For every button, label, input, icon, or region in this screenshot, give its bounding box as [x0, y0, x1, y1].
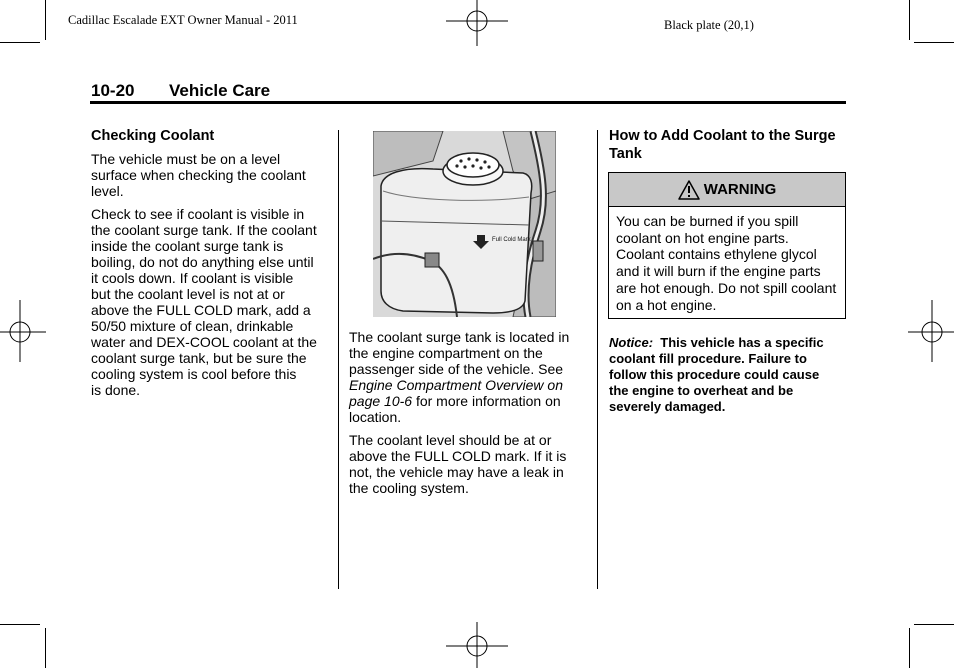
plate-label: Black plate (20,1) — [664, 18, 754, 32]
level-surface-paragraph: The vehicle must be on a level surface when checking the coolant level. — [91, 151, 306, 199]
registration-mark-bottom-icon — [446, 620, 508, 668]
coolant-level-paragraph: The coolant level should be at or above the FULL COLD mark. If it is not, the vehicle may have a leak in the cooling system. — [349, 432, 567, 496]
coolant-surge-tank-illustration — [373, 131, 556, 317]
column-divider-1 — [338, 130, 339, 589]
engine-compartment-overview-link[interactable]: Engine Compartment Overview on page 10-6 — [349, 377, 563, 409]
registration-mark-left-icon — [0, 300, 46, 362]
column-surge-tank-location — [349, 329, 585, 503]
column-add-coolant — [609, 127, 841, 169]
add-coolant-heading: How to Add Coolant to the Surge Tank — [609, 128, 836, 162]
surge-tank-location-paragraph: The coolant surge tank is located in the engine compartment on the passenger side of the vehicle. See Engine Compartment Overview on page 10-6 for more information on location. — [349, 329, 570, 425]
warning-box — [608, 172, 846, 319]
manual-title: Cadillac Escalade EXT Owner Manual - 2011 — [68, 13, 298, 27]
warning-label: WARNING — [703, 181, 777, 198]
page-number: 10-20 — [91, 81, 135, 100]
warning-triangle-icon — [678, 180, 700, 200]
notice-label: Notice: — [609, 335, 654, 350]
full-cold-mark-label: Full Cold Mark — [492, 237, 531, 243]
notice-block — [609, 335, 839, 415]
warning-header — [609, 173, 845, 207]
registration-mark-top-icon — [446, 0, 508, 48]
notice-text: This vehicle has a specific coolant fill procedure. Failure to follow this procedure could cause the engine to overheat and be severely damaged. — [609, 335, 824, 414]
coolant-check-paragraph: Check to see if coolant is visible in the coolant surge tank. If the coolant inside the coolant surge tank is boiling, do not do anything else until it cools down. If coolant is visible but the coolant level is not at or above the FULL COLD mark, add a 50/50 mixture of clean, drinkable water and DEX-COOL coolant at the coolant surge tank, but be sure the cooling system is cool before this is done. — [91, 206, 317, 398]
column-checking-coolant — [91, 127, 331, 398]
warning-text: You can be burned if you spill coolant on hot engine parts. Coolant contains ethylene glycol and it will burn if the engine parts are hot enough. Do not spill coolant on a hot engine. — [616, 213, 837, 313]
section-title: Vehicle Care — [169, 81, 271, 100]
checking-coolant-heading: Checking Coolant — [91, 128, 215, 144]
registration-mark-right-icon — [908, 300, 954, 362]
column-divider-2 — [597, 130, 598, 589]
heading-rule — [90, 101, 846, 104]
page-heading — [91, 81, 270, 101]
